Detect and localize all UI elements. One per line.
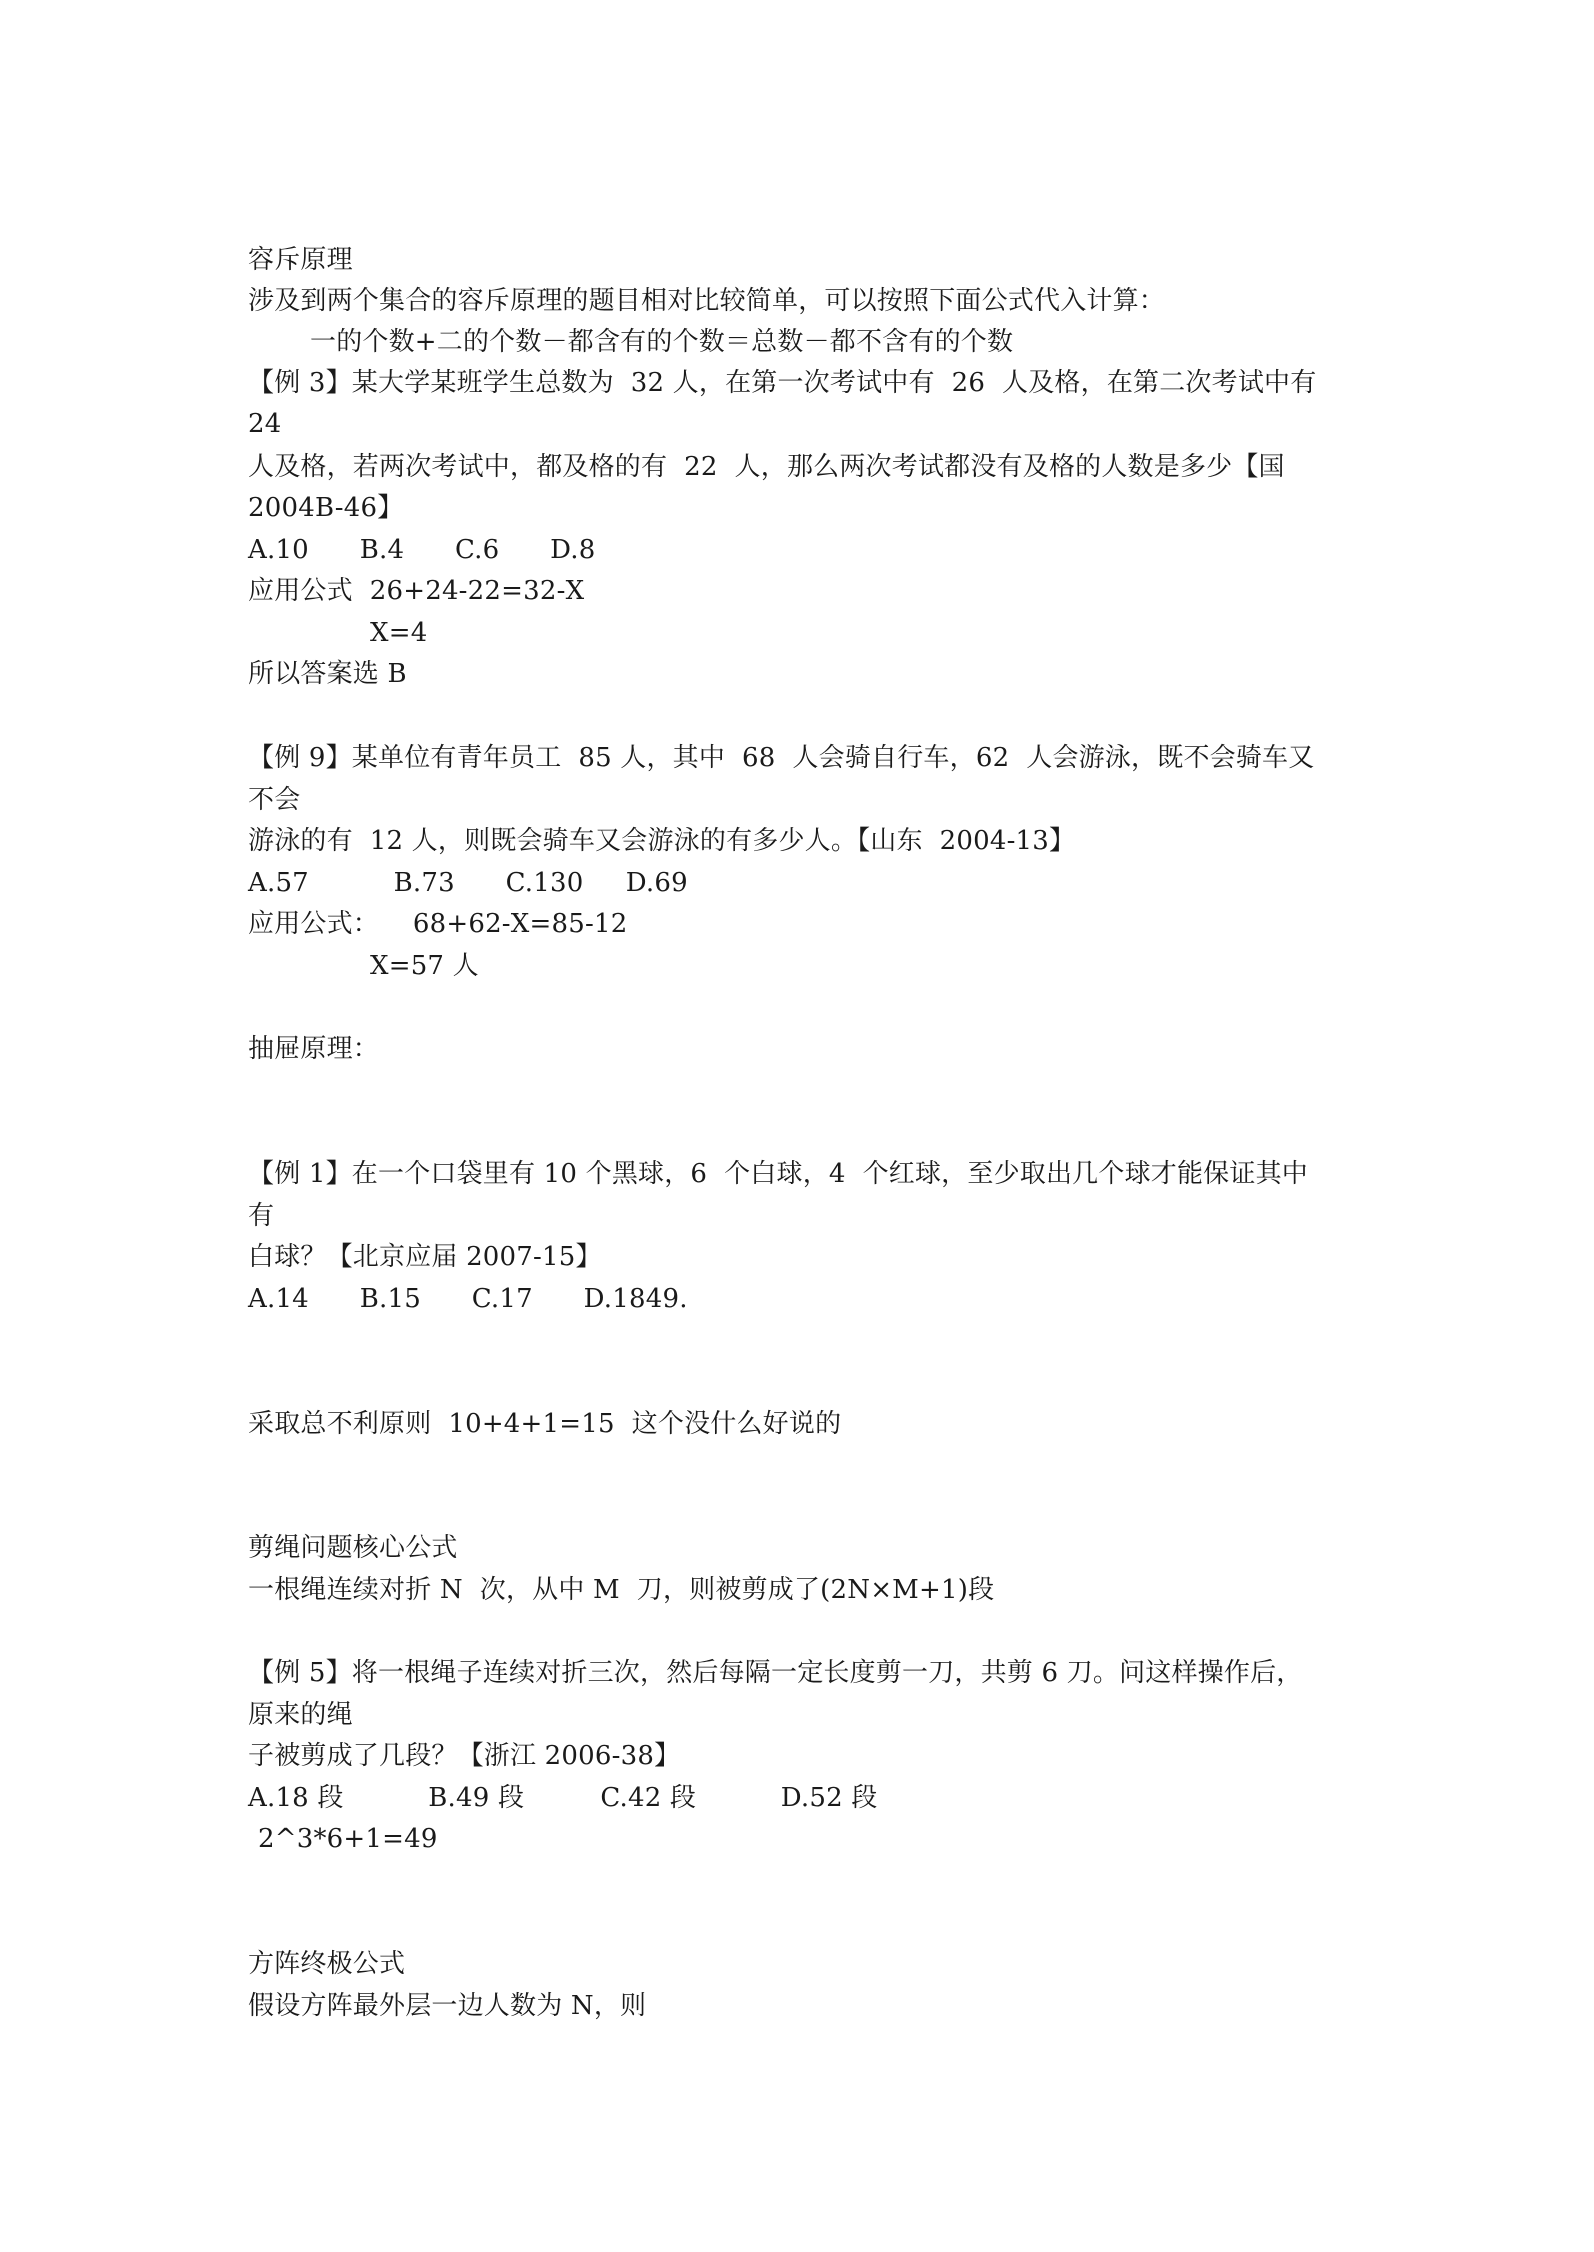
example9-solution-result: X=57 人 <box>370 951 479 981</box>
example1-question-line2: 有 <box>248 1201 275 1231</box>
example3-question-line1: 【例 3】某大学某班学生总数为 32 人，在第一次考试中有 26 人及格，在第二次考试中有 <box>248 368 1317 398</box>
section-title-rope-cutting: 剪绳问题核心公式 <box>248 1533 458 1563</box>
example3-options: A.10 B.4 C.6 D.8 <box>248 535 596 565</box>
rope-formula: 一根绳连续对折 N 次，从中 M 刀，则被剪成了(2N×M+1)段 <box>248 1575 995 1605</box>
example1-options: A.14 B.15 C.17 D.1849. <box>248 1284 688 1314</box>
square-intro-text: 假设方阵最外层一边人数为 N，则 <box>248 1991 647 2021</box>
example3-answer: 所以答案选 B <box>248 659 407 689</box>
example5-question-line2: 原来的绳 <box>248 1700 353 1730</box>
inclusion-intro-text: 涉及到两个集合的容斥原理的题目相对比较简单，可以按照下面公式代入计算： <box>248 286 1166 316</box>
example5-question-line1: 【例 5】将一根绳子连续对折三次，然后每隔一定长度剪一刀，共剪 6 刀。问这样操作后， <box>248 1658 1303 1688</box>
example9-question-line2: 不会 <box>248 785 301 815</box>
example3-solution-result: X=4 <box>370 618 428 648</box>
example3-question-line2: 24 <box>248 409 282 439</box>
example9-options: A.57 B.73 C.130 D.69 <box>248 868 688 898</box>
example9-solution-formula: 应用公式： 68+62-X=85-12 <box>248 909 628 939</box>
example9-question-line1: 【例 9】某单位有青年员工 85 人，其中 68 人会骑自行车，62 人会游泳，既不会骑车又 <box>248 743 1315 773</box>
inclusion-formula: 一的个数+二的个数－都含有的个数＝总数－都不含有的个数 <box>310 327 1014 357</box>
example3-solution-formula: 应用公式 26+24-22=32-X <box>248 576 585 606</box>
example1-question-line1: 【例 1】在一个口袋里有 10 个黑球，6 个白球，4 个红球，至少取出几个球才能保证其中 <box>248 1159 1308 1189</box>
section-title-square-array: 方阵终极公式 <box>248 1949 406 1979</box>
example1-question-line3: 白球？【北京应届 2007-15】 <box>248 1242 602 1272</box>
example1-solution: 采取总不利原则 10+4+1=15 这个没什么好说的 <box>248 1409 842 1439</box>
example5-solution: 2^3*6+1=49 <box>258 1824 438 1854</box>
example3-question-line3: 人及格，若两次考试中，都及格的有 22 人，那么两次考试都没有及格的人数是多少【国 <box>248 452 1285 482</box>
example9-question-line3: 游泳的有 12 人，则既会骑车又会游泳的有多少人。【山东 2004-13】 <box>248 826 1076 856</box>
example3-question-line4: 2004B-46】 <box>248 493 404 523</box>
example5-options: A.18 段 B.49 段 C.42 段 D.52 段 <box>248 1783 878 1813</box>
section-title-pigeonhole: 抽屉原理： <box>248 1034 380 1064</box>
section-title-inclusion-exclusion: 容斥原理 <box>248 245 353 275</box>
example5-question-line3: 子被剪成了几段？【浙江 2006-38】 <box>248 1741 681 1771</box>
